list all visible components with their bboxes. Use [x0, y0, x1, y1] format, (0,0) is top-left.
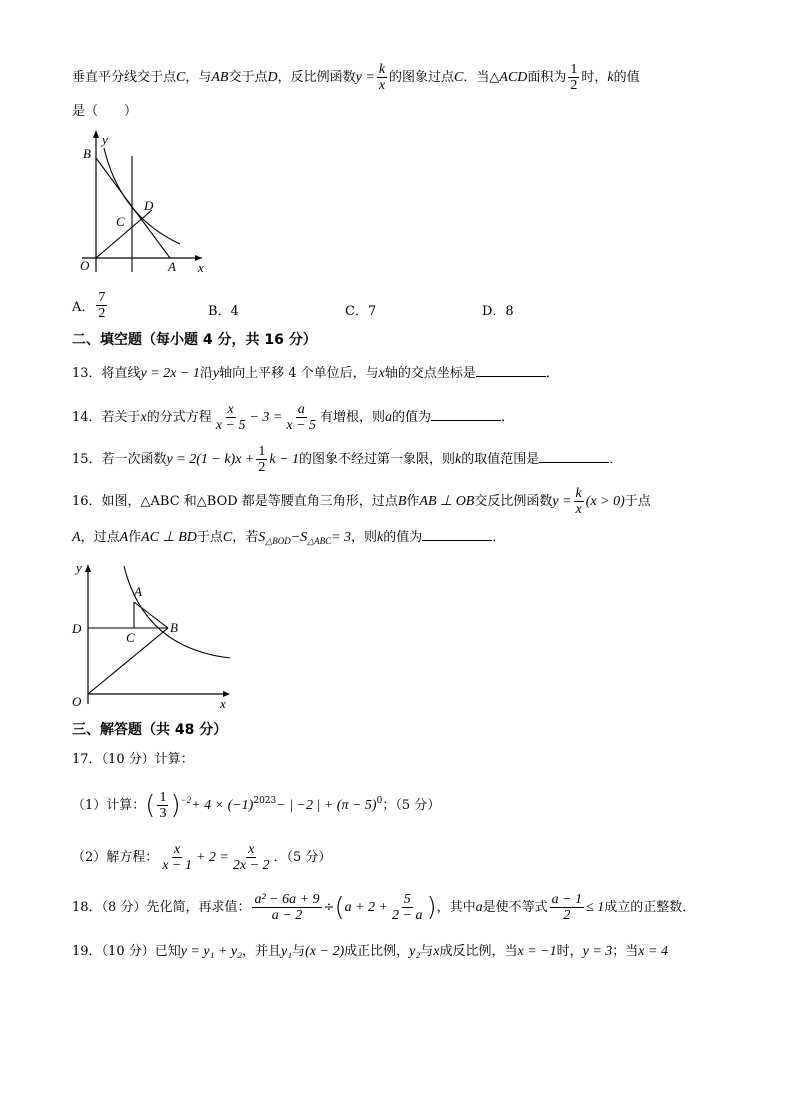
- q18-ineq: ≤ 1: [586, 900, 605, 915]
- q17-p1-exp2: 2023: [253, 796, 277, 806]
- q16-s2: S: [300, 530, 308, 545]
- q18-text: ，其中: [436, 900, 476, 915]
- q17-p1-exp: −2: [180, 795, 192, 805]
- frac-den: x − 1: [162, 858, 192, 873]
- q12-graph: [72, 126, 222, 276]
- q16-b: B: [397, 494, 407, 509]
- q14-mid: − 3 =: [249, 410, 283, 425]
- q16-y: y =: [552, 494, 572, 509]
- q16-s1-sub: △BOD: [265, 536, 291, 546]
- q14-fraction-1: [214, 402, 248, 433]
- section-2-heading: 二、填空题（每小题 4 分，共 16 分）: [72, 332, 317, 348]
- q16-line2: [72, 528, 505, 549]
- q13: [72, 364, 559, 382]
- paren-left: (: [334, 892, 345, 923]
- q18-fraction-2: [390, 892, 424, 923]
- q13-answer-blank[interactable]: [476, 364, 546, 377]
- q14-text: 有增根，则: [320, 410, 386, 425]
- q19-text: ，并且: [242, 944, 282, 959]
- q16-text: ，若: [232, 530, 259, 545]
- q19-text: 与: [420, 944, 434, 959]
- q16-a: A: [119, 530, 129, 545]
- frac-num: 5: [403, 892, 411, 907]
- q12-text: 的图象过点: [389, 70, 455, 85]
- label-y: y: [102, 132, 108, 147]
- q17-p1-fraction: [157, 790, 168, 821]
- q16-text: ，则: [351, 530, 378, 545]
- q19-text: 成正比例，: [344, 944, 410, 959]
- q12-fraction-k-over-x: [377, 62, 387, 93]
- q14-x: x: [140, 410, 147, 425]
- q17-p1-tail: ；（5 分）: [382, 798, 441, 813]
- q17-p2-mid: + 2 =: [195, 850, 229, 865]
- q16-text: 交反比例函数: [474, 494, 553, 509]
- frac-den: 2: [570, 78, 578, 93]
- q12-point-d: D: [267, 70, 278, 85]
- q13-text: 沿: [199, 366, 213, 381]
- q19-text: 时，: [556, 944, 583, 959]
- q16-text: 于点: [196, 530, 223, 545]
- q16-text: 16．如图，△ABC 和△BOD 都是等腰直角三角形，过点: [72, 494, 398, 509]
- q16-text: 作: [406, 494, 420, 509]
- q18-inner: a + 2 +: [344, 900, 389, 915]
- q19-y1: y₁: [281, 944, 293, 959]
- option-a[interactable]: [72, 290, 109, 321]
- q12-fraction-half: [568, 62, 579, 93]
- frac-den: 2: [563, 908, 571, 923]
- q15-text: 的取值范围是: [461, 452, 540, 467]
- q19-yv: y = 3: [582, 944, 613, 959]
- q12-segment-ab: AB: [211, 70, 229, 85]
- q13-y: y: [212, 366, 220, 381]
- q19-xv2: x = 4: [638, 944, 668, 959]
- q13-text: 13．将直线: [72, 366, 141, 381]
- label-b: B: [83, 146, 91, 161]
- frac-den: 2x − 2: [232, 858, 270, 873]
- q14-text: 的值为: [392, 410, 432, 425]
- q16-end: ．: [492, 530, 506, 545]
- q17-p1-label: （1）计算：: [72, 798, 146, 813]
- option-b[interactable]: B．4: [208, 304, 239, 319]
- frac-den: x: [575, 502, 582, 517]
- q14-fraction-2: [284, 402, 318, 433]
- q18-text: 18．（8 分）先化简，再求值：: [72, 900, 251, 915]
- frac-den: 2: [258, 460, 266, 475]
- q18-fraction-3: [550, 892, 584, 923]
- q19-x: x: [433, 944, 440, 959]
- line-ab: [134, 602, 168, 628]
- q14-answer-blank[interactable]: [431, 408, 501, 421]
- q19-text: ；当: [612, 944, 639, 959]
- frac-den: x − 5: [286, 418, 317, 433]
- q17-p2-fraction-1: [160, 842, 194, 873]
- q12-text: 面积为: [527, 70, 567, 85]
- frac-num: 1: [258, 444, 266, 459]
- q16-c: C: [222, 530, 233, 545]
- q18-a: a: [475, 900, 483, 915]
- q16-perp1: AB ⊥ OB: [419, 494, 475, 509]
- q19-eq1: y = y₁ + y₂: [180, 944, 242, 959]
- frac-num: k: [575, 486, 582, 501]
- q16-condition: (x > 0): [585, 494, 625, 509]
- q15-text: 15．若一次函数: [72, 452, 167, 467]
- label-c: C: [116, 214, 125, 229]
- frac-num: x: [248, 842, 255, 857]
- option-a-fraction: [96, 290, 107, 321]
- q17-p2-tail: ．（5 分）: [273, 850, 332, 865]
- hyperbola-curve: [104, 148, 180, 244]
- paren-right: ): [426, 892, 437, 923]
- option-a-label: A．: [72, 300, 95, 315]
- q16-a: A: [72, 530, 81, 545]
- y-axis-arrow: [85, 564, 91, 572]
- q15-equation-2: k − 1: [269, 452, 300, 467]
- q12-triangle-acd: ACD: [499, 70, 528, 85]
- label-x: x: [220, 696, 226, 710]
- q15-text: 的图象不经过第一象限，则: [299, 452, 456, 467]
- q16-s1: S: [258, 530, 266, 545]
- q14-text: 14．若关于: [72, 410, 141, 425]
- q13-end: ．: [545, 366, 559, 381]
- q13-text: 轴向上平移 4 个单位后，与: [219, 366, 379, 381]
- q18-div: ÷: [323, 900, 335, 915]
- q15-fraction-half: [256, 444, 267, 475]
- label-o: O: [80, 258, 90, 273]
- q15-answer-blank[interactable]: [539, 450, 609, 463]
- frac-num: x: [174, 842, 181, 857]
- frac-num: 7: [98, 290, 106, 305]
- q16-line1: [72, 486, 651, 517]
- option-d[interactable]: D．8: [482, 304, 514, 319]
- q19-y2: y₂: [409, 944, 421, 959]
- frac-den: 3: [159, 806, 167, 821]
- q18-text: 成立的正整数．: [604, 900, 696, 915]
- q16-text: 于点: [624, 494, 651, 509]
- q19-text: 与: [292, 944, 306, 959]
- q15-equation: y = 2(1 − k)x +: [166, 452, 255, 467]
- q16-s2-sub: △ABC: [307, 536, 332, 546]
- q13-x: x: [378, 366, 385, 381]
- label-d: D: [72, 621, 82, 636]
- frac-den: x − 5: [215, 418, 246, 433]
- q18-text: 是使不等式: [482, 900, 548, 915]
- frac-num: x: [227, 402, 234, 417]
- q16-text: ，过点: [80, 530, 120, 545]
- frac-den: 2 − a: [392, 908, 423, 923]
- label-o: O: [72, 694, 82, 709]
- frac-den: x: [378, 78, 386, 93]
- q12-text: ，与: [185, 70, 212, 85]
- q16-text: 的值为: [383, 530, 423, 545]
- q13-text: 轴的交点坐标是: [384, 366, 476, 381]
- q19-xm2: (x − 2): [305, 944, 345, 959]
- q16-k: k: [377, 530, 384, 545]
- hyperbola-curve: [124, 566, 230, 658]
- label-c: C: [126, 630, 135, 645]
- q14-text: 的分式方程: [146, 410, 212, 425]
- label-a: A: [168, 259, 176, 274]
- q12-point-c: C: [454, 70, 464, 85]
- q14-end: ．: [501, 410, 515, 425]
- q12-text: 交于点: [228, 70, 268, 85]
- paren-right: ): [170, 790, 181, 821]
- q13-equation: y = 2x − 1: [140, 366, 200, 381]
- q12-text: 垂直平分线交于点: [72, 70, 177, 85]
- q17-p1-rest: + 4 × (−1): [191, 798, 254, 813]
- q17-p1-exp3: 0: [376, 796, 383, 806]
- q18-fraction-1: [252, 892, 321, 923]
- q12-line1: [72, 62, 640, 93]
- q12-line2: 是（ ）: [72, 104, 138, 119]
- q19-text: 19．（10 分）已知: [72, 944, 181, 959]
- y-axis-arrow: [93, 130, 99, 138]
- frac-num: a: [297, 402, 305, 417]
- q16-perp2: AC ⊥ BD: [141, 530, 197, 545]
- label-x: x: [198, 260, 204, 275]
- q14-a: a: [385, 410, 393, 425]
- q12-text: 的值: [613, 70, 640, 85]
- q12-text: 时，: [581, 70, 608, 85]
- q19-xv1: x = −1: [517, 944, 557, 959]
- q18: [72, 892, 695, 923]
- label-b: B: [170, 620, 178, 635]
- q15-k: k: [455, 452, 462, 467]
- frac-num: a² − 6a + 9: [254, 892, 320, 907]
- frac-num: 1: [159, 790, 167, 805]
- paren-left: (: [145, 790, 156, 821]
- q16-graph: [68, 558, 238, 710]
- label-d: D: [144, 198, 154, 213]
- q12-text: ．当△: [463, 70, 500, 85]
- q12-k: k: [607, 70, 614, 85]
- label-y: y: [76, 560, 82, 575]
- q17-p2-label: （2）解方程：: [72, 850, 159, 865]
- q17-part2: [72, 842, 331, 873]
- q12-text: ，反比例函数: [277, 70, 356, 85]
- q15-end: ．: [609, 452, 623, 467]
- q16-fraction-k-over-x: [574, 486, 584, 517]
- label-a: A: [134, 584, 142, 599]
- frac-den: 2: [98, 306, 106, 321]
- q12-point-c: C: [176, 70, 186, 85]
- q16-answer-blank[interactable]: [422, 528, 492, 541]
- q19-text: 成反比例，当: [439, 944, 518, 959]
- frac-num: 1: [570, 62, 578, 77]
- frac-num: k: [378, 62, 386, 77]
- q17-p2-fraction-2: [231, 842, 272, 873]
- q16-minus: −: [290, 530, 301, 545]
- option-c[interactable]: C．7: [345, 304, 377, 319]
- frac-den: a − 2: [271, 908, 303, 923]
- section-3-heading: 三、解答题（共 48 分）: [72, 722, 228, 738]
- q17-p1-rest2: − | −2 | + (π − 5): [276, 798, 377, 813]
- q15: [72, 444, 622, 475]
- frac-num: a − 1: [551, 892, 583, 907]
- q16-text: 作: [128, 530, 142, 545]
- q14: [72, 402, 514, 433]
- q17-part1: [72, 790, 440, 821]
- q12-func-y: y =: [355, 70, 375, 85]
- q19: [72, 944, 668, 960]
- q16-eq3: = 3: [331, 530, 352, 545]
- q17-title: 17．（10 分）计算：: [72, 752, 194, 767]
